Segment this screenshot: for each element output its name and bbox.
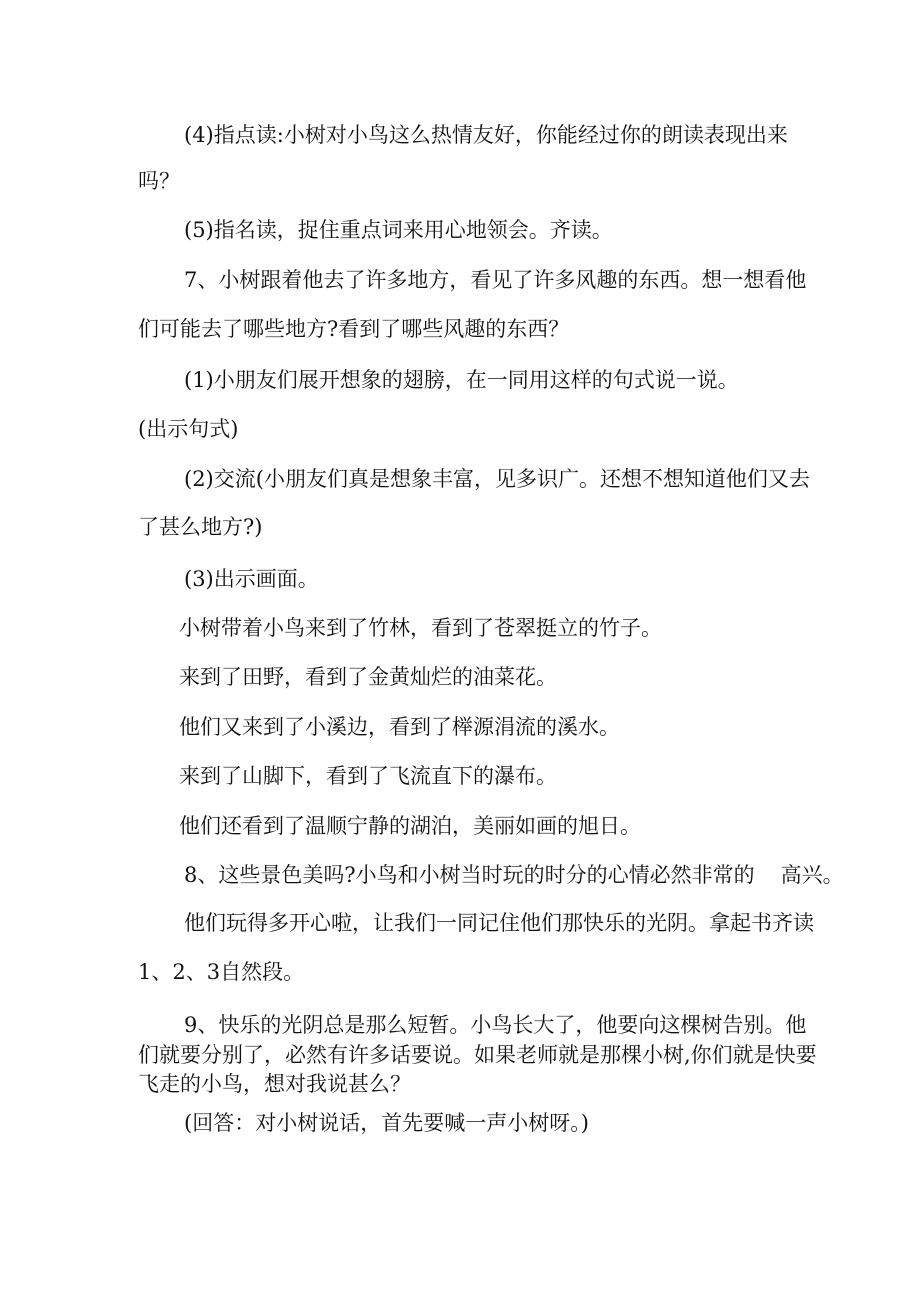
scene-line-1: 小树带着小鸟来到了竹林，看到了苍翠挺立的竹子。 [179,616,662,640]
paragraph-8-line-2: 他们玩得多开心啦，让我们一同记住他们那快乐的光阴。拿起书齐读 [184,911,814,935]
answer-note: (回答：对小树说话，首先要喊一声小树呀。) [184,1111,589,1135]
paragraph-8-line-1 [184,860,844,890]
paragraph-7-line-1: 7、小树跟着他去了许多地方，看见了许多风趣的东西。想一想看他 [184,268,807,292]
paragraph-7-2-line-2: 了甚么地方?) [138,515,263,539]
paragraph-8-line-3: 1、2、3自然段。 [138,960,305,984]
scene-line-3: 他们又来到了小溪边，看到了榉源涓流的溪水。 [179,715,620,739]
paragraph-4-line-1: (4)指点读:小树对小鸟这么热情友好，你能经过你的朗读表现出来 [184,123,788,147]
paragraph-7-2-line-1: (2)交流(小朋友们真是想象丰富，见多识广。还想不想知道他们又去 [184,467,810,491]
paragraph-9-line-2: 们就要分别了，必然有许多话要说。如果老师就是那棵小树,你们就是快要 [138,1043,817,1067]
paragraph-7-3: (3)出示画面。 [184,567,319,591]
scene-line-5: 他们还看到了温顺宁静的湖泊，美丽如画的旭日。 [179,814,641,838]
paragraph-5: (5)指名读，捉住重点词来用心地领会。齐读。 [184,218,613,242]
paragraph-7-1-note: (出示句式) [138,417,239,441]
scene-line-2: 来到了田野，看到了金黄灿烂的油菜花。 [179,665,557,689]
paragraph-8-question: 8、这些景色美吗?小鸟和小树当时玩的时分的心情必然非常的 [184,863,755,887]
paragraph-7-line-2: 们可能去了哪些地方?看到了哪些风趣的东西？ [138,317,570,341]
paragraph-7-1: (1)小朋友们展开想象的翅膀，在一同用这样的句式说一说。 [184,368,739,392]
paragraph-9-line-1: 9、快乐的光阴总是那么短暂。小鸟长大了，他要向这棵树告别。他 [184,1013,807,1037]
paragraph-8-answer: 高兴。 [780,863,844,887]
paragraph-4-line-2: 吗？ [138,169,180,193]
paragraph-9-line-3: 飞走的小鸟，想对我说甚么？ [138,1072,411,1096]
scene-line-4: 来到了山脚下，看到了飞流直下的瀑布。 [179,764,557,788]
